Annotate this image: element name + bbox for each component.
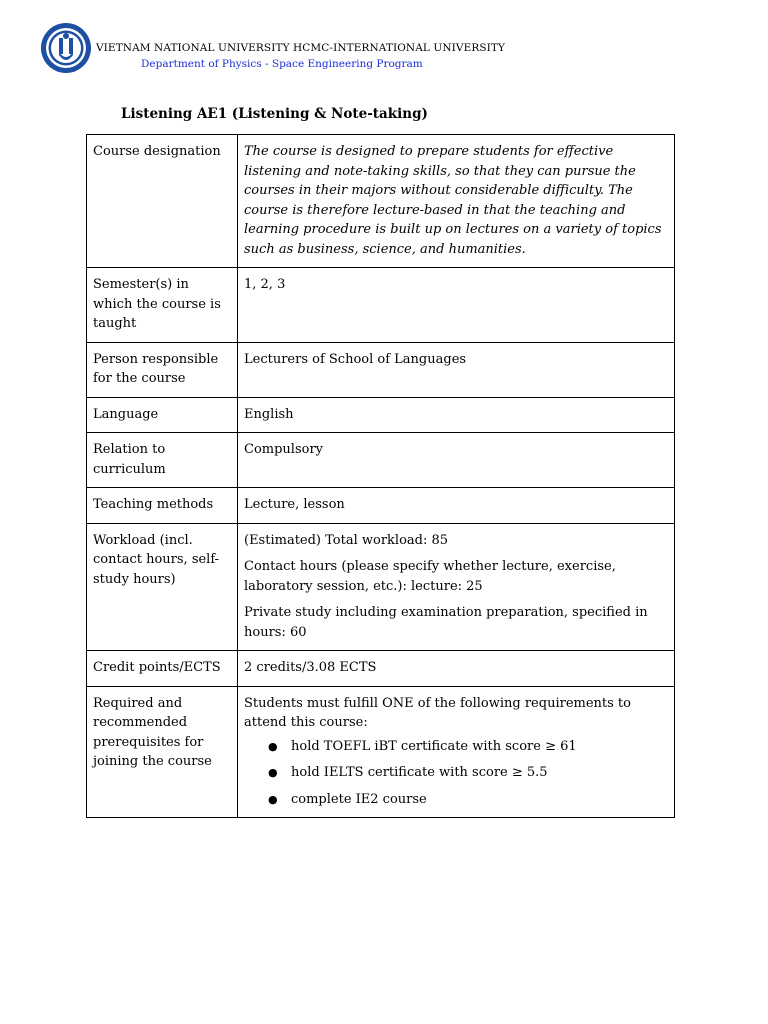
table-row: [87, 686, 675, 818]
course-info-table: [86, 134, 675, 818]
department-name: Department of Physics - Space Engineering Program: [141, 58, 423, 70]
row-label: Person responsible for the course: [87, 342, 238, 397]
row-label: Relation to curriculum: [87, 433, 238, 488]
bullet-icon: ●: [268, 766, 278, 779]
row-label: Course designation: [87, 135, 238, 268]
person-value: Lecturers of School of Languages: [238, 342, 675, 397]
table-row: [87, 135, 675, 268]
workload-value: [238, 523, 675, 651]
credits-value: 2 credits/3.08 ECTS: [238, 651, 675, 687]
university-name: VIETNAM NATIONAL UNIVERSITY HCMC-INTERNATIONAL UNIVERSITY: [96, 42, 506, 54]
bullet-icon: ●: [268, 792, 278, 806]
university-seal-icon: [40, 22, 92, 74]
language-value: English: [238, 397, 675, 433]
table-row: [87, 397, 675, 433]
relation-value: Compulsory: [238, 433, 675, 488]
row-label: Credit points/ECTS: [87, 651, 238, 687]
prerequisites-value: [238, 686, 675, 818]
table-row: [87, 488, 675, 524]
row-label: Workload (incl. contact hours, self-study hours): [87, 523, 238, 651]
list-item: [268, 737, 668, 757]
list-item: [268, 763, 668, 783]
workload-private: Private study including examination preparation, specified in hours: 60: [244, 605, 648, 640]
table-row: [87, 523, 675, 651]
table-row: [87, 651, 675, 687]
bullet-icon: ●: [268, 739, 278, 753]
workload-contact: Contact hours (please specify whether lecture, exercise, laboratory session, etc.): lecture: 25: [244, 559, 616, 594]
row-label: Teaching methods: [87, 488, 238, 524]
list-item: [268, 790, 668, 810]
requirement-text: hold TOEFL iBT certificate with score ≥ 61: [291, 738, 577, 754]
semesters-value: 1, 2, 3: [238, 268, 675, 343]
requirements-list: [244, 737, 668, 810]
row-label: Language: [87, 397, 238, 433]
prerequisites-intro: Students must fulfill ONE of the following requirements to attend this course:: [244, 695, 631, 730]
row-label: Semester(s) in which the course is taught: [87, 268, 238, 343]
course-designation-value: The course is designed to prepare students for effective listening and note-taking skills, so that they can pursue the courses in their majors without considerable difficulty. The course is therefore lecture-based in that the teaching and learning procedure is built up on lectures on a variety of topics such as business, science, and humanities.: [238, 135, 675, 268]
university-logo: [40, 22, 92, 74]
workload-total: (Estimated) Total workload: 85: [244, 532, 449, 548]
table-row: [87, 268, 675, 343]
document-title: Listening AE1 (Listening & Note-taking): [121, 106, 428, 122]
requirement-text: hold IELTS certificate with score ≥ 5.5: [291, 765, 548, 780]
row-label: Required and recommended prerequisites for joining the course: [87, 686, 238, 818]
methods-value: Lecture, lesson: [238, 488, 675, 524]
table-row: [87, 342, 675, 397]
requirement-text: complete IE2 course: [291, 791, 427, 807]
table-row: [87, 433, 675, 488]
